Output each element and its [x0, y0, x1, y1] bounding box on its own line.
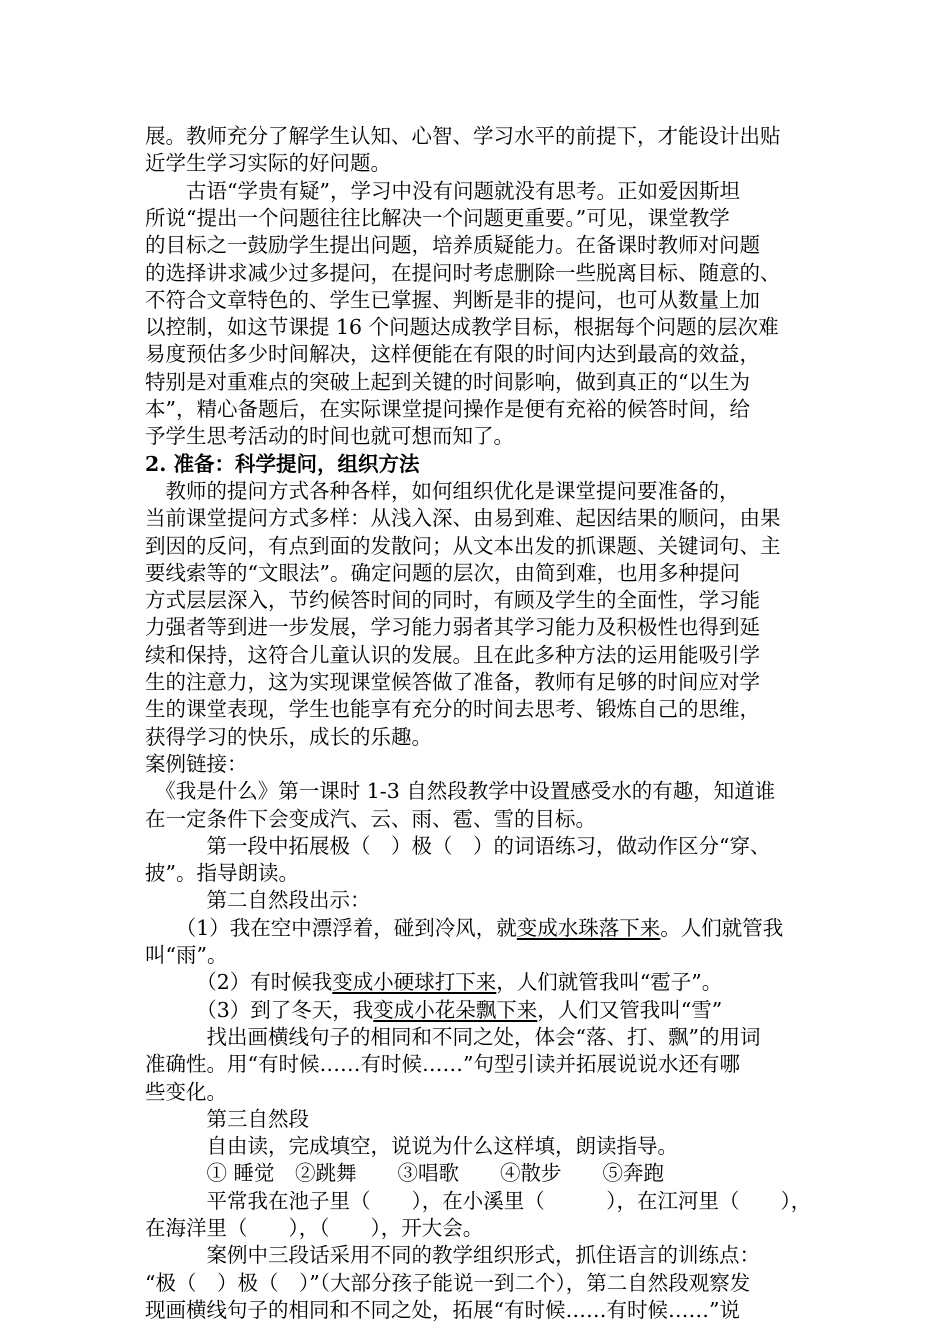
text-line: 特别是对重难点的突破上起到关键的时间影响，做到真正的“以生为 — [145, 369, 750, 394]
text-line: 在海洋里（ ），（ ），开大会。 — [145, 1216, 484, 1240]
text-line: 找出画横线句子的相同和不同之处，体会“落、打、飘”的用词 — [145, 1024, 761, 1049]
text-line: 案例链接： — [145, 751, 248, 776]
text-line: 近学生学习实际的好问题。 — [145, 151, 391, 176]
section-heading: 2. 准备：科学提问，组织方法 — [145, 451, 420, 476]
underlined-phrase: 变成小硬球打下来 — [332, 970, 497, 995]
text-line: 教师的提问方式各种各样，如何组织优化是课堂提问要准备的， — [145, 478, 740, 503]
text-line: 生的注意力，这为实现课堂候答做了准备，教师有足够的时间应对学 — [145, 670, 760, 694]
text-line: 古语“学贵有疑”，学习中没有问题就没有思考。正如爱因斯坦 — [145, 178, 740, 203]
text-line: 在一定条件下会变成汽、云、雨、雹、雪的目标。 — [145, 806, 596, 831]
text-line: 方式层层深入，节约候答时间的同时，有顾及学生的全面性，学习能 — [145, 588, 760, 613]
text-line: 本”，精心备题后，在实际课堂提问操作是便有充裕的候答时间，给 — [145, 397, 750, 421]
text-line: 现画横线句子的相同和不同之处，拓展“有时候……有时候……”说 — [145, 1297, 740, 1322]
text-line: 叫“雨”。 — [145, 943, 228, 967]
text-line: 不符合文章特色的、学生已掌握、判断是非的提问，也可从数量上加 — [145, 287, 760, 312]
text-span: 。人们就管我 — [660, 915, 784, 940]
text-line: 到因的反问，有点到面的发散问；从文本出发的抓课题、关键词句、主 — [145, 533, 781, 558]
text-line: 予学生思考活动的时间也就可想而知了。 — [145, 424, 514, 449]
text-line: 自由读，完成填空，说说为什么这样填，朗读指导。 — [145, 1134, 678, 1159]
text-line: 第二自然段出示： — [145, 888, 371, 913]
text-line: 平常我在池子里（ ），在小溪里（ ），在江河里（ ）， — [145, 1188, 812, 1213]
text-span: ，人们就管我叫“雹子”。 — [496, 970, 723, 995]
text-line: 案例中三段话采用不同的教学组织形式，抓住语言的训练点： — [145, 1243, 760, 1268]
text-span: （1）我在空中漂浮着，碰到冷风，就 — [145, 915, 517, 940]
text-line: 力强者等到进一步发展，学习能力弱者其学习能力及积极性也得到延 — [145, 615, 760, 640]
text-line: 要线索等的“文眼法”。确定问题的层次，由简到难，也用多种提问 — [145, 560, 740, 585]
text-line: 第三自然段 — [145, 1106, 309, 1131]
text-line: 展。教师充分了解学生认知、心智、学习水平的前提下，才能设计出贴 — [145, 124, 781, 148]
underlined-phrase: 变成小花朵飘下来 — [373, 997, 538, 1022]
text-line: 所说“提出一个问题往往比解决一个问题更重要。”可见，课堂教学 — [145, 205, 730, 230]
text-line: 准确性。用“有时候……有时候……”句型引读并拓展说说水还有哪 — [145, 1052, 740, 1077]
text-line: 些变化。 — [145, 1079, 227, 1104]
text-line: 《我是什么》第一课时 1-3 自然段教学中设置感受水的有趣，知道谁 — [145, 779, 776, 804]
text-line: 披”。指导朗读。 — [145, 861, 299, 886]
text-line: 当前课堂提问方式多样：从浅入深、由易到难、起因结果的顺问，由果 — [145, 506, 781, 531]
text-line: 续和保持，这符合儿童认识的发展。且在此多种方法的运用能吸引学 — [145, 642, 760, 667]
example-sentence-1 — [145, 914, 783, 943]
text-line: 获得学习的快乐，成长的乐趣。 — [145, 724, 432, 749]
underlined-phrase: 变成水珠落下来 — [516, 915, 661, 940]
text-span: ，人们又管我叫“雪” — [537, 997, 723, 1022]
text-line: 易度预估多少时间解决，这样便能在有限的时间内达到最高的效益， — [145, 342, 760, 367]
text-line: 生的课堂表现，学生也能享有充分的时间去思考、锻炼自己的思维， — [145, 697, 760, 722]
example-sentence-3 — [145, 996, 722, 1025]
example-sentence-2 — [145, 968, 722, 997]
text-span: （2）有时候我 — [145, 970, 333, 995]
text-line: 的目标之一鼓励学生提出问题，培养质疑能力。在备课时教师对问题 — [145, 233, 760, 258]
text-line: 第一段中拓展极（ ）极（ ）的词语练习，做动作区分“穿、 — [145, 833, 771, 858]
text-span: （3）到了冬天，我 — [145, 997, 374, 1022]
text-line: ① 睡觉 ②跳舞 ③唱歌 ④散步 ⑤奔跑 — [145, 1161, 665, 1186]
text-line: “极（ ）极（ ）”（大部分孩子能说一到二个），第二自然段观察发 — [145, 1270, 751, 1295]
text-line: 的选择讲求减少过多提问，在提问时考虑删除一些脱离目标、随意的、 — [145, 260, 781, 285]
text-line: 以控制，如这节课提 16 个问题达成教学目标，根据每个问题的层次难 — [145, 315, 779, 340]
